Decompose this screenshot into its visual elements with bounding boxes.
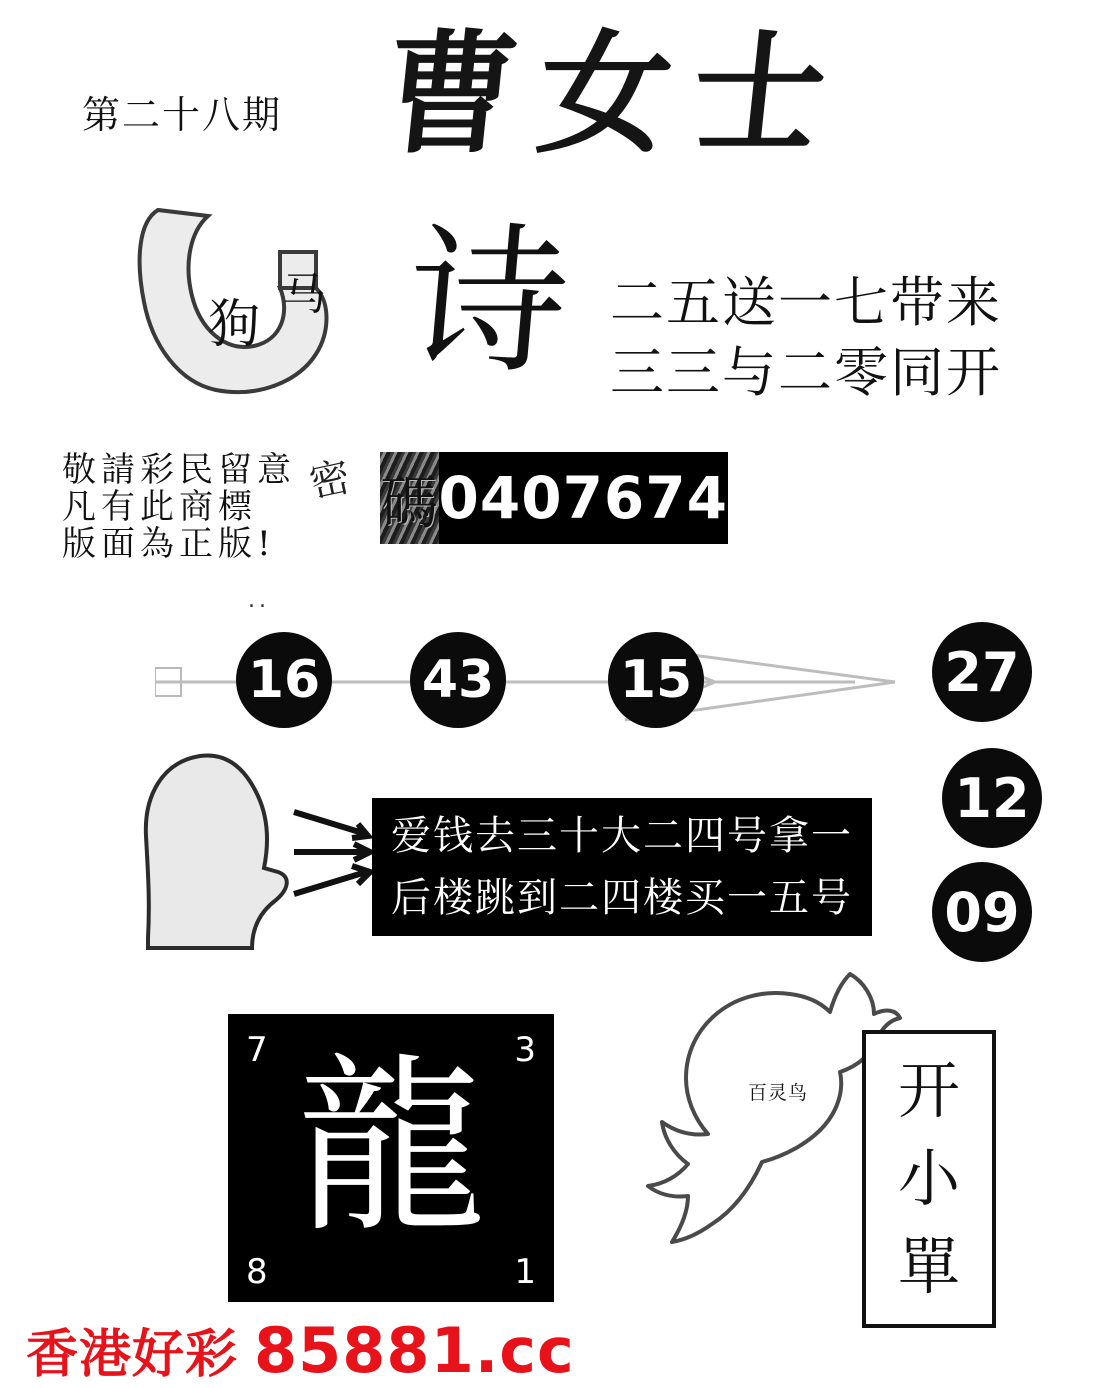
vertical-box-char-1: 开 [897, 1054, 960, 1127]
animal-horse-label: 马 [282, 269, 326, 320]
dragon-glyph: 龍 [295, 1037, 486, 1258]
speech-box [372, 798, 872, 936]
speech-line-1: 爱钱去三十大二四号拿一 [391, 813, 853, 859]
code-stamp-digits: 0407674 [438, 464, 728, 532]
seal-stamp: 密 [305, 452, 360, 508]
vertical-text-box [862, 1030, 996, 1328]
dragon-card-corner-tl: 7 [246, 1030, 268, 1070]
poem-line-1: 二五送一七带来 [610, 271, 1002, 334]
number-ball: 27 [932, 622, 1032, 722]
number-ball: 43 [410, 632, 506, 728]
animal-dog-label: 狗 [208, 295, 261, 355]
poem-lines [610, 268, 1002, 408]
dragon-card [228, 1014, 554, 1302]
notice-block [62, 450, 360, 564]
decorative-dots: .. [248, 588, 270, 613]
notice-line-2: 凡有此商標 [62, 487, 257, 527]
number-ball: 12 [942, 748, 1042, 848]
poem-title-char: 诗 [399, 208, 577, 395]
issue-label: 第二十八期 [82, 93, 283, 137]
number-ball: 15 [608, 632, 704, 728]
vertical-box-char-2: 小 [897, 1142, 960, 1215]
number-ball: 09 [932, 862, 1032, 962]
dragon-card-corner-tr: 3 [514, 1030, 536, 1070]
notice-line-3: 版面為正版! [62, 524, 276, 564]
code-stamp-label: 碼 [380, 452, 439, 544]
vertical-box-char-3: 單 [897, 1230, 960, 1303]
poem-line-2: 三三与二零同开 [610, 341, 1002, 404]
number-ball: 16 [236, 632, 332, 728]
speech-line-2: 后楼跳到二四楼买一五号 [391, 875, 853, 921]
code-stamp [380, 452, 728, 544]
page-title: 曹女士 [376, 17, 856, 172]
dragon-card-corner-bl: 8 [246, 1252, 268, 1292]
footer-site-name: 香港好彩 [26, 1324, 239, 1385]
footer-watermark [26, 1312, 575, 1387]
footer-site-url: 85881.cc [254, 1314, 575, 1387]
speech-arrows-icon [288, 806, 374, 906]
dove-label: 百灵鸟 [748, 1082, 809, 1104]
dragon-card-corner-br: 1 [514, 1252, 536, 1292]
notice-line-1: 敬請彩民留意 [62, 450, 296, 490]
